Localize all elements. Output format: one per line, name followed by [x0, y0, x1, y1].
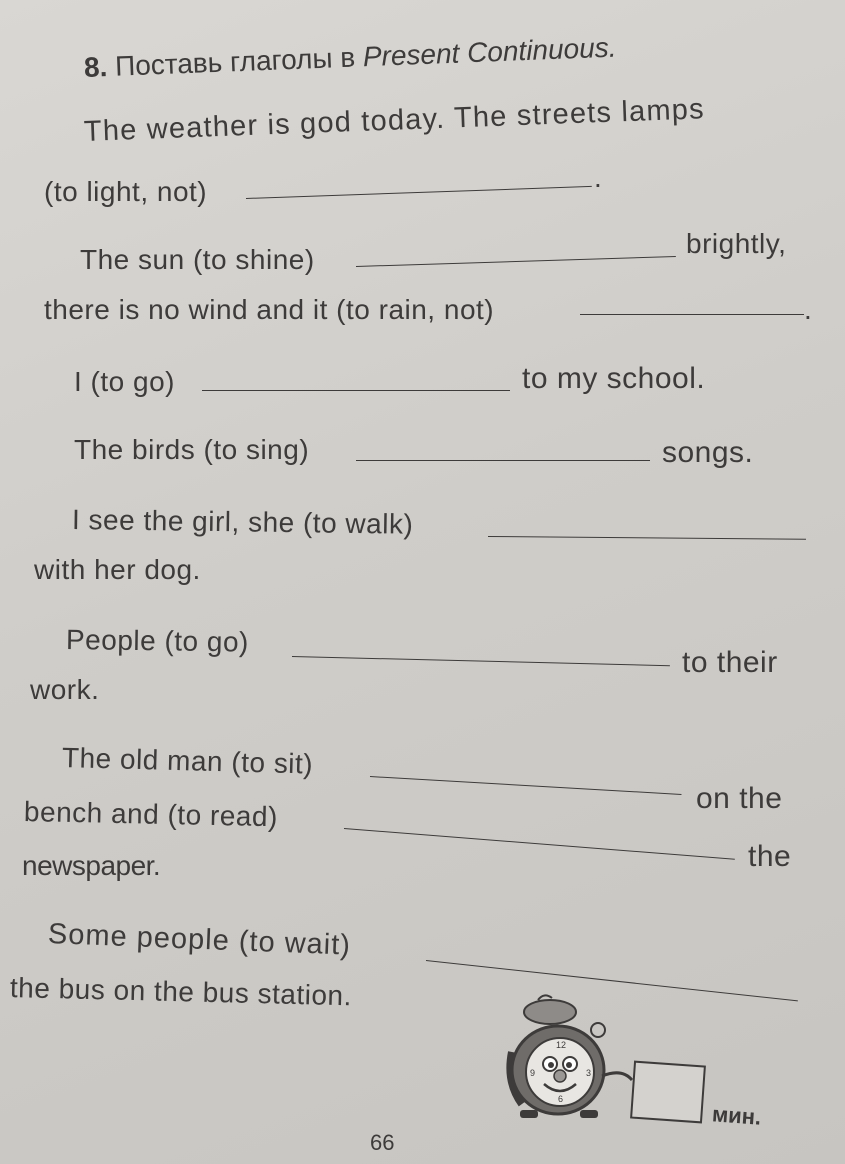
- sentence-7-text: People (to go): [65, 624, 250, 658]
- sentence-8-mid: on the: [696, 782, 783, 815]
- tense-name: Present Continuous.: [362, 31, 618, 73]
- answer-blank-1[interactable]: [246, 186, 592, 199]
- exercise-number: 8.: [83, 51, 108, 83]
- svg-text:6: 6: [558, 1094, 564, 1104]
- sentence-1-end: .: [594, 162, 603, 193]
- sentence-8-text: The old man (to sit): [61, 742, 314, 780]
- sentence-3-end: .: [804, 294, 813, 325]
- sentence-5-text: The birds (to sing): [74, 434, 310, 465]
- sentence-8-end-2: newspaper.: [22, 850, 161, 881]
- answer-blank-3[interactable]: [580, 314, 804, 315]
- sentence-8-end: the: [748, 840, 792, 873]
- alarm-clock-mascot-icon: [498, 992, 638, 1122]
- sentence-1-text: The weather is god today. The streets lamps: [83, 93, 706, 148]
- answer-blank-8b[interactable]: [344, 828, 735, 860]
- exercise-instruction: Поставь глаголы в: [114, 41, 356, 82]
- sentence-5-end: songs.: [662, 436, 754, 469]
- sentence-9-end: the bus on the bus station.: [9, 972, 353, 1012]
- exercise-title: [83, 32, 617, 84]
- time-answer-box[interactable]: [630, 1061, 706, 1124]
- sentence-4-text: I (to go): [74, 366, 175, 397]
- timer-unit-label: мин.: [711, 1101, 763, 1130]
- sentence-7-end: to their: [682, 646, 778, 679]
- answer-blank-5[interactable]: [356, 460, 650, 461]
- answer-blank-2[interactable]: [356, 256, 676, 267]
- sentence-8-cont: bench and (to read): [23, 796, 279, 833]
- svg-text:12: 12: [556, 1040, 567, 1050]
- sentence-3-text: there is no wind and it (to rain, not): [44, 294, 495, 325]
- answer-blank-6[interactable]: [488, 536, 806, 540]
- sentence-6-end: with her dog.: [34, 554, 201, 585]
- svg-text:9: 9: [530, 1068, 536, 1078]
- answer-blank-4[interactable]: [202, 390, 510, 391]
- sentence-6-text: I see the girl, she (to walk): [71, 504, 414, 540]
- sentence-4-end: to my school.: [522, 362, 706, 395]
- answer-blank-7[interactable]: [292, 656, 670, 666]
- svg-text:3: 3: [586, 1068, 592, 1078]
- sentence-7-end-2: work.: [30, 674, 100, 705]
- sentence-9-text: Some people (to wait): [47, 918, 352, 962]
- page-number: 66: [370, 1130, 395, 1155]
- answer-blank-8a[interactable]: [370, 776, 682, 795]
- sentence-2-end: brightly,: [686, 228, 787, 259]
- sentence-1-verb: (to light, not): [44, 176, 208, 207]
- sentence-2-text: The sun (to shine): [80, 244, 315, 275]
